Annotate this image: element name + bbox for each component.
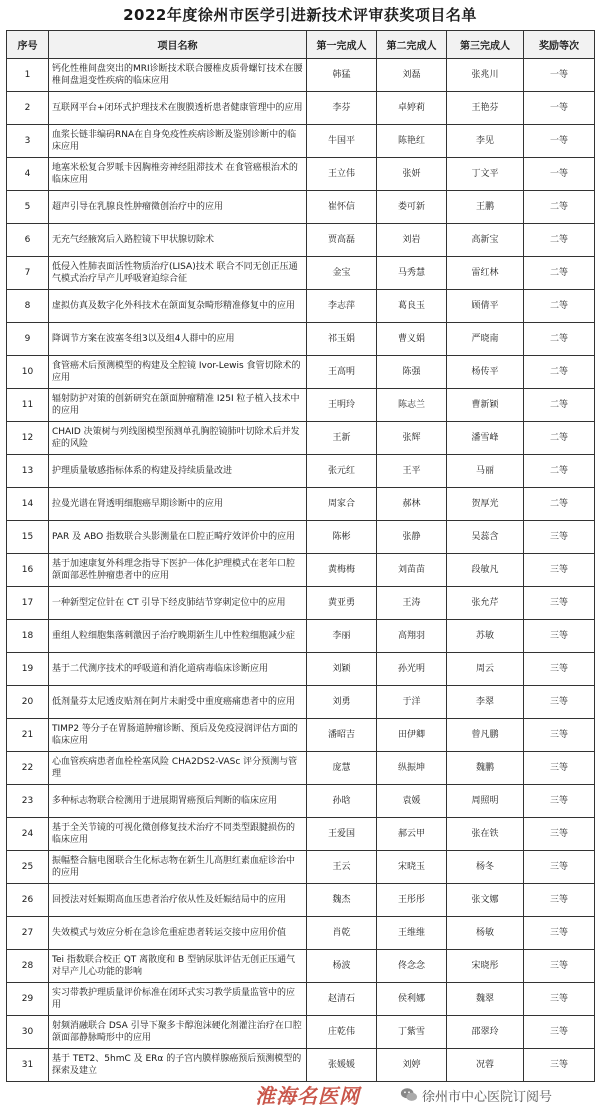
cell-award-level: 二等 bbox=[524, 422, 595, 455]
cell-third-author: 苏敏 bbox=[447, 620, 524, 653]
cell-project-name: 射频消融联合 DSA 引导下聚多卡醇泡沫硬化剂灌注治疗在口腔颌面部静脉畸形中的应用 bbox=[49, 1016, 307, 1049]
cell-award-level: 二等 bbox=[524, 389, 595, 422]
cell-third-author: 雷红林 bbox=[447, 257, 524, 290]
cell-second-author: 王维维 bbox=[377, 917, 447, 950]
cell-index: 18 bbox=[7, 620, 49, 653]
cell-index: 5 bbox=[7, 191, 49, 224]
cell-index: 24 bbox=[7, 818, 49, 851]
cell-second-author: 袁媛 bbox=[377, 785, 447, 818]
cell-first-author: 王云 bbox=[307, 851, 377, 884]
cell-index: 16 bbox=[7, 554, 49, 587]
header-first-author: 第一完成人 bbox=[307, 31, 377, 59]
cell-index: 3 bbox=[7, 125, 49, 158]
cell-project-name: 多种标志物联合检测用于进展期胃癌预后判断的临床应用 bbox=[49, 785, 307, 818]
cell-first-author: 王爱国 bbox=[307, 818, 377, 851]
award-table bbox=[6, 30, 595, 1082]
cell-third-author: 贺厚光 bbox=[447, 488, 524, 521]
cell-second-author: 刘磊 bbox=[377, 59, 447, 92]
cell-index: 9 bbox=[7, 323, 49, 356]
cell-index: 6 bbox=[7, 224, 49, 257]
table-row bbox=[7, 257, 595, 290]
cell-second-author: 刘岩 bbox=[377, 224, 447, 257]
cell-project-name: Tei 指数联合校正 QT 离散度和 B 型钠尿肽评估无创正压通气对早产儿心功能的影响 bbox=[49, 950, 307, 983]
table-row bbox=[7, 818, 595, 851]
cell-second-author: 孙光明 bbox=[377, 653, 447, 686]
cell-first-author: 陈彬 bbox=[307, 521, 377, 554]
table-row bbox=[7, 422, 595, 455]
table-header-row bbox=[7, 31, 595, 59]
cell-second-author: 张静 bbox=[377, 521, 447, 554]
cell-second-author: 王涛 bbox=[377, 587, 447, 620]
cell-second-author: 刘婷 bbox=[377, 1049, 447, 1082]
cell-third-author: 马丽 bbox=[447, 455, 524, 488]
cell-second-author: 郝云甲 bbox=[377, 818, 447, 851]
cell-first-author: 祁玉娟 bbox=[307, 323, 377, 356]
cell-project-name: 低侵入性肺表面活性物质治疗(LISA)技术 联合不同无创正压通气模式治疗早产儿呼吸窘迫综合征 bbox=[49, 257, 307, 290]
table-row bbox=[7, 125, 595, 158]
wechat-icon bbox=[400, 1086, 418, 1104]
account-watermark bbox=[400, 1082, 552, 1108]
cell-index: 19 bbox=[7, 653, 49, 686]
cell-first-author: 韩猛 bbox=[307, 59, 377, 92]
cell-second-author: 娄可新 bbox=[377, 191, 447, 224]
table-row bbox=[7, 884, 595, 917]
table-row bbox=[7, 224, 595, 257]
cell-third-author: 张允芹 bbox=[447, 587, 524, 620]
cell-second-author: 马秀慧 bbox=[377, 257, 447, 290]
cell-index: 30 bbox=[7, 1016, 49, 1049]
cell-index: 4 bbox=[7, 158, 49, 191]
cell-second-author: 张妍 bbox=[377, 158, 447, 191]
table-row bbox=[7, 752, 595, 785]
logo-watermark: 淮海名医网 bbox=[255, 1084, 360, 1108]
cell-award-level: 三等 bbox=[524, 521, 595, 554]
table-row bbox=[7, 1049, 595, 1082]
cell-project-name: 辐射防护对策的创新研究在颌面肿瘤精准 I25I 粒子植入技术中的应用 bbox=[49, 389, 307, 422]
cell-project-name: 基于全关节镜的可视化微创修复技术治疗不同类型跟腱损伤的临床应用 bbox=[49, 818, 307, 851]
cell-second-author: 葛良玉 bbox=[377, 290, 447, 323]
header-third-author: 第三完成人 bbox=[447, 31, 524, 59]
cell-award-level: 三等 bbox=[524, 851, 595, 884]
cell-project-name: 超声引导在乳腺良性肿瘤微创治疗中的应用 bbox=[49, 191, 307, 224]
table-row bbox=[7, 950, 595, 983]
cell-second-author: 宋晓玉 bbox=[377, 851, 447, 884]
cell-first-author: 张媛媛 bbox=[307, 1049, 377, 1082]
cell-award-level: 三等 bbox=[524, 653, 595, 686]
table-row bbox=[7, 290, 595, 323]
cell-first-author: 刘勇 bbox=[307, 686, 377, 719]
table-row bbox=[7, 686, 595, 719]
table-row bbox=[7, 785, 595, 818]
cell-award-level: 三等 bbox=[524, 719, 595, 752]
cell-third-author: 曾凡鹏 bbox=[447, 719, 524, 752]
table-row bbox=[7, 653, 595, 686]
cell-project-name: 一种新型定位针在 CT 引导下经皮肺结节穿刺定位中的应用 bbox=[49, 587, 307, 620]
cell-award-level: 三等 bbox=[524, 752, 595, 785]
table-row bbox=[7, 719, 595, 752]
cell-project-name: TIMP2 等分子在胃肠道肿瘤诊断、预后及免疫浸润评估方面的临床应用 bbox=[49, 719, 307, 752]
cell-award-level: 一等 bbox=[524, 158, 595, 191]
table-row bbox=[7, 488, 595, 521]
cell-first-author: 牛国平 bbox=[307, 125, 377, 158]
cell-index: 21 bbox=[7, 719, 49, 752]
cell-second-author: 陈艳红 bbox=[377, 125, 447, 158]
cell-index: 7 bbox=[7, 257, 49, 290]
table-row bbox=[7, 554, 595, 587]
cell-first-author: 孙晗 bbox=[307, 785, 377, 818]
cell-project-name: 实习带教护理质量评价标准在闭环式实习教学质量监管中的应用 bbox=[49, 983, 307, 1016]
table-row bbox=[7, 191, 595, 224]
cell-project-name: 地塞米松复合罗哌卡因胸椎旁神经阻滞技术 在食管癌根治术的临床应用 bbox=[49, 158, 307, 191]
table-row bbox=[7, 1016, 595, 1049]
cell-third-author: 张在铁 bbox=[447, 818, 524, 851]
cell-first-author: 王高明 bbox=[307, 356, 377, 389]
cell-project-name: 虚拟仿真及数字化外科技术在颌面复杂畸形精准修复中的应用 bbox=[49, 290, 307, 323]
cell-third-author: 潘雪峰 bbox=[447, 422, 524, 455]
cell-index: 2 bbox=[7, 92, 49, 125]
cell-third-author: 顾倩平 bbox=[447, 290, 524, 323]
cell-third-author: 李见 bbox=[447, 125, 524, 158]
cell-award-level: 二等 bbox=[524, 290, 595, 323]
cell-third-author: 魏翠 bbox=[447, 983, 524, 1016]
cell-project-name: PAR 及 ABO 指数联合头影测量在口腔正畸疗效评价中的应用 bbox=[49, 521, 307, 554]
cell-award-level: 三等 bbox=[524, 587, 595, 620]
cell-third-author: 宋晓彤 bbox=[447, 950, 524, 983]
cell-project-name: 基于 TET2、5hmC 及 ERα 的子宫内膜样腺癌预后预测模型的探索及建立 bbox=[49, 1049, 307, 1082]
cell-project-name: 基于加速康复外科理念指导下医护一体化护理模式在老年口腔颌面部恶性肿瘤患者中的应用 bbox=[49, 554, 307, 587]
cell-second-author: 卓婷莉 bbox=[377, 92, 447, 125]
table-row bbox=[7, 59, 595, 92]
cell-project-name: 低剂量芬太尼透皮贴剂在阿片未耐受中重度癌痛患者中的应用 bbox=[49, 686, 307, 719]
cell-third-author: 邵翠玲 bbox=[447, 1016, 524, 1049]
cell-third-author: 杨传平 bbox=[447, 356, 524, 389]
cell-second-author: 曹义娟 bbox=[377, 323, 447, 356]
cell-award-level: 三等 bbox=[524, 950, 595, 983]
cell-index: 12 bbox=[7, 422, 49, 455]
cell-index: 10 bbox=[7, 356, 49, 389]
cell-project-name: 食管癌术后预测模型的构建及全腔镜 Ivor-Lewis 食管切除术的应用 bbox=[49, 356, 307, 389]
cell-award-level: 三等 bbox=[524, 818, 595, 851]
cell-project-name: 降调节方案在波塞冬组3以及组4人群中的应用 bbox=[49, 323, 307, 356]
cell-first-author: 刘颖 bbox=[307, 653, 377, 686]
cell-index: 17 bbox=[7, 587, 49, 620]
cell-first-author: 李志萍 bbox=[307, 290, 377, 323]
cell-index: 20 bbox=[7, 686, 49, 719]
cell-award-level: 三等 bbox=[524, 884, 595, 917]
table-row bbox=[7, 92, 595, 125]
cell-second-author: 王平 bbox=[377, 455, 447, 488]
cell-index: 22 bbox=[7, 752, 49, 785]
cell-first-author: 肖乾 bbox=[307, 917, 377, 950]
cell-index: 13 bbox=[7, 455, 49, 488]
cell-third-author: 周照明 bbox=[447, 785, 524, 818]
cell-second-author: 高翔羽 bbox=[377, 620, 447, 653]
table-row bbox=[7, 389, 595, 422]
cell-index: 25 bbox=[7, 851, 49, 884]
cell-first-author: 王新 bbox=[307, 422, 377, 455]
cell-first-author: 李丽 bbox=[307, 620, 377, 653]
cell-award-level: 二等 bbox=[524, 224, 595, 257]
cell-third-author: 李翠 bbox=[447, 686, 524, 719]
cell-project-name: 失效模式与效应分析在急诊危重症患者转运交接中应用价值 bbox=[49, 917, 307, 950]
cell-first-author: 庞慧 bbox=[307, 752, 377, 785]
cell-award-level: 二等 bbox=[524, 455, 595, 488]
cell-first-author: 潘昭吉 bbox=[307, 719, 377, 752]
cell-third-author: 王鹏 bbox=[447, 191, 524, 224]
cell-award-level: 一等 bbox=[524, 92, 595, 125]
cell-first-author: 黄亚勇 bbox=[307, 587, 377, 620]
cell-second-author: 刘苗苗 bbox=[377, 554, 447, 587]
cell-award-level: 一等 bbox=[524, 125, 595, 158]
header-project-name: 项目名称 bbox=[49, 31, 307, 59]
table-row bbox=[7, 620, 595, 653]
cell-third-author: 杨敏 bbox=[447, 917, 524, 950]
page-title: 2022年度徐州市医学引进新技术评审获奖项目名单 bbox=[123, 6, 477, 24]
cell-award-level: 三等 bbox=[524, 785, 595, 818]
cell-project-name: 钙化性椎间盘突出的MRI诊断技术联合腰椎皮质骨螺钉技术在腰椎间盘退变性疾病的临床应用 bbox=[49, 59, 307, 92]
cell-project-name: 护理质量敏感指标体系的构建及持续质量改进 bbox=[49, 455, 307, 488]
cell-index: 27 bbox=[7, 917, 49, 950]
table-row bbox=[7, 356, 595, 389]
cell-index: 31 bbox=[7, 1049, 49, 1082]
cell-second-author: 陈强 bbox=[377, 356, 447, 389]
cell-first-author: 贾高磊 bbox=[307, 224, 377, 257]
header-index: 序号 bbox=[7, 31, 49, 59]
cell-index: 28 bbox=[7, 950, 49, 983]
cell-first-author: 崔怀信 bbox=[307, 191, 377, 224]
cell-project-name: 互联网平台+闭环式护理技术在腹膜透析患者健康管理中的应用 bbox=[49, 92, 307, 125]
table-row bbox=[7, 158, 595, 191]
table-row bbox=[7, 917, 595, 950]
cell-third-author: 张文娜 bbox=[447, 884, 524, 917]
cell-project-name: 基于二代测序技术的呼吸道和消化道病毒临床诊断应用 bbox=[49, 653, 307, 686]
table-row bbox=[7, 587, 595, 620]
account-name: 徐州市中心医院订阅号 bbox=[422, 1089, 553, 1105]
cell-project-name: 血浆长链非编码RNA在自身免疫性疾病诊断及鉴别诊断中的临床应用 bbox=[49, 125, 307, 158]
table-row bbox=[7, 455, 595, 488]
cell-award-level: 二等 bbox=[524, 323, 595, 356]
cell-index: 11 bbox=[7, 389, 49, 422]
cell-third-author: 况蓉 bbox=[447, 1049, 524, 1082]
cell-first-author: 赵清石 bbox=[307, 983, 377, 1016]
cell-first-author: 王明玲 bbox=[307, 389, 377, 422]
cell-index: 1 bbox=[7, 59, 49, 92]
cell-third-author: 杨冬 bbox=[447, 851, 524, 884]
cell-second-author: 王彤彤 bbox=[377, 884, 447, 917]
cell-first-author: 杨波 bbox=[307, 950, 377, 983]
cell-award-level: 三等 bbox=[524, 1049, 595, 1082]
cell-first-author: 庄乾伟 bbox=[307, 1016, 377, 1049]
table-row bbox=[7, 323, 595, 356]
table-row bbox=[7, 983, 595, 1016]
cell-first-author: 魏杰 bbox=[307, 884, 377, 917]
cell-third-author: 段敏凡 bbox=[447, 554, 524, 587]
cell-project-name: 拉曼光谱在肾透明细胞癌早期诊断中的应用 bbox=[49, 488, 307, 521]
cell-award-level: 二等 bbox=[524, 488, 595, 521]
cell-third-author: 高新宝 bbox=[447, 224, 524, 257]
cell-award-level: 二等 bbox=[524, 356, 595, 389]
cell-award-level: 三等 bbox=[524, 554, 595, 587]
cell-third-author: 王艳芬 bbox=[447, 92, 524, 125]
cell-award-level: 三等 bbox=[524, 917, 595, 950]
cell-project-name: 回授法对妊娠期高血压患者治疗依从性及妊娠结局中的应用 bbox=[49, 884, 307, 917]
cell-second-author: 郝林 bbox=[377, 488, 447, 521]
cell-first-author: 黄梅梅 bbox=[307, 554, 377, 587]
table-row bbox=[7, 521, 595, 554]
cell-index: 14 bbox=[7, 488, 49, 521]
header-second-author: 第二完成人 bbox=[377, 31, 447, 59]
cell-first-author: 王立伟 bbox=[307, 158, 377, 191]
cell-project-name: 心血管疾病患者血栓栓塞风险 CHA2DS2-VASc 评分预测与管理 bbox=[49, 752, 307, 785]
cell-third-author: 曹新颖 bbox=[447, 389, 524, 422]
cell-second-author: 佟念念 bbox=[377, 950, 447, 983]
cell-first-author: 李芬 bbox=[307, 92, 377, 125]
cell-third-author: 周云 bbox=[447, 653, 524, 686]
cell-second-author: 侯利娜 bbox=[377, 983, 447, 1016]
cell-first-author: 周家合 bbox=[307, 488, 377, 521]
cell-second-author: 田伊卿 bbox=[377, 719, 447, 752]
cell-third-author: 严晓南 bbox=[447, 323, 524, 356]
cell-project-name: 重组人粒细胞集落刺激因子治疗晚期新生儿中性粒细胞减少症 bbox=[49, 620, 307, 653]
cell-third-author: 魏鹏 bbox=[447, 752, 524, 785]
cell-index: 29 bbox=[7, 983, 49, 1016]
cell-second-author: 纵振坤 bbox=[377, 752, 447, 785]
cell-award-level: 三等 bbox=[524, 1016, 595, 1049]
cell-first-author: 金宝 bbox=[307, 257, 377, 290]
cell-project-name: 振幅整合脑电图联合生化标志物在新生儿高胆红素血症诊治中的应用 bbox=[49, 851, 307, 884]
cell-index: 8 bbox=[7, 290, 49, 323]
header-award-level: 奖励等次 bbox=[524, 31, 595, 59]
cell-first-author: 张元红 bbox=[307, 455, 377, 488]
cell-award-level: 二等 bbox=[524, 257, 595, 290]
cell-award-level: 三等 bbox=[524, 983, 595, 1016]
cell-third-author: 张兆川 bbox=[447, 59, 524, 92]
table-row bbox=[7, 851, 595, 884]
cell-second-author: 丁紫雪 bbox=[377, 1016, 447, 1049]
cell-award-level: 二等 bbox=[524, 191, 595, 224]
cell-third-author: 丁文平 bbox=[447, 158, 524, 191]
cell-second-author: 陈志兰 bbox=[377, 389, 447, 422]
cell-award-level: 一等 bbox=[524, 59, 595, 92]
cell-award-level: 三等 bbox=[524, 686, 595, 719]
cell-index: 15 bbox=[7, 521, 49, 554]
cell-project-name: CHAID 决策树与列线图模型预测单孔胸腔镜肺叶切除术后并发症的风险 bbox=[49, 422, 307, 455]
cell-index: 23 bbox=[7, 785, 49, 818]
cell-third-author: 吴蕊含 bbox=[447, 521, 524, 554]
cell-index: 26 bbox=[7, 884, 49, 917]
cell-project-name: 无充气经腋窝后入路腔镜下甲状腺切除术 bbox=[49, 224, 307, 257]
cell-second-author: 于洋 bbox=[377, 686, 447, 719]
cell-award-level: 三等 bbox=[524, 620, 595, 653]
cell-second-author: 张辉 bbox=[377, 422, 447, 455]
